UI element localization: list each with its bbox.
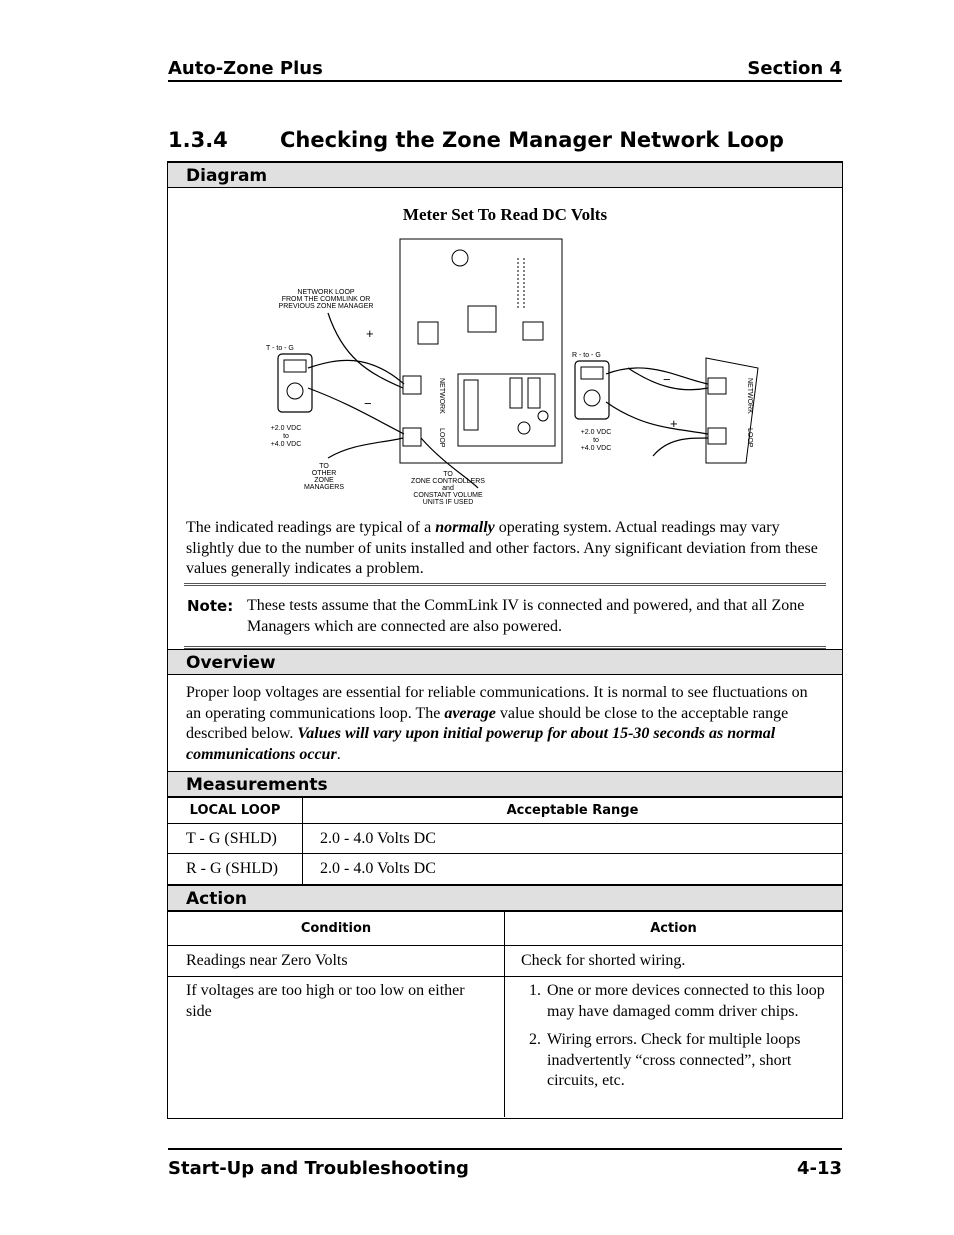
network-loop-from-line2: FROM THE COMMLINK OR [281, 296, 371, 303]
note-text: These tests assume that the CommLink IV is connected and powered, and that all Zone Managers which are connected are also powered. [247, 597, 805, 635]
probe-wire [606, 402, 708, 434]
diagram-heading: Diagram [186, 166, 268, 186]
probe-wire [308, 388, 404, 434]
reading-left-line2: to [283, 433, 289, 440]
minus-sign: − [663, 372, 671, 387]
loop-wire [653, 438, 708, 456]
diagram-heading-bar [168, 162, 842, 188]
section-title-text: Checking the Zone Manager Network Loop [280, 128, 784, 152]
procedure-frame [167, 161, 843, 1119]
list-item: 1. One or more devices connected to this loop may have damaged comm driver chips. [545, 981, 826, 1022]
to-other-line1: TO [319, 463, 329, 470]
to-zone-line5: UNITS IF USED [422, 499, 474, 506]
table-row: R - G (SHLD) 2.0 - 4.0 Volts DC [168, 854, 842, 885]
page-footer [168, 1148, 842, 1179]
overview-heading: Overview [186, 653, 276, 673]
overview-heading-bar [168, 649, 842, 675]
col-action: Action [505, 912, 843, 946]
emphasis-normally: normally [435, 519, 495, 536]
to-zone-line1: TO [443, 471, 453, 478]
action-heading-bar [168, 885, 842, 911]
measurements-heading: Measurements [186, 775, 328, 795]
zone-manager-board [400, 239, 562, 463]
to-other-line3: ZONE [314, 477, 334, 484]
overview-paragraph: Proper loop voltages are essential for reliable communications. It is normal to see fluctuations on an operating communications loop. The average value should be close to the acceptable range described below. Values will vary upon initial powerup for about 15-30 seconds as normal communications occur. [186, 684, 808, 763]
probe-wire [606, 368, 708, 384]
measurements-heading-bar [168, 771, 842, 797]
probe-wire [308, 360, 404, 384]
reading-left-line3: +4.0 VDC [270, 441, 302, 448]
reading-right-line2: to [593, 437, 599, 444]
minus-sign: − [364, 396, 372, 411]
table-row: If voltages are too high or too low on either side 1. One or more devices connected to this loop may have damaged comm driver chips. 2. Wiring errors. Check for multiple loops inadvertently “cross connected”, short circuits, etc. [168, 977, 842, 1117]
to-zone-line3: and [442, 485, 454, 492]
footer-chapter: Start-Up and Troubleshooting [168, 1158, 469, 1179]
plus-sign: + [366, 326, 374, 341]
r-to-g-label: R - to - G [572, 352, 601, 359]
to-other-line2: OTHER [311, 470, 337, 477]
table-row: Readings near Zero Volts Check for shorted wiring. [168, 946, 842, 977]
to-zone-line2: ZONE CONTROLLERS [411, 478, 485, 485]
plus-sign: + [670, 416, 678, 431]
header-product: Auto-Zone Plus [168, 58, 323, 79]
table-row: T - G (SHLD) 2.0 - 4.0 Volts DC [168, 824, 842, 854]
loop-wire [328, 438, 403, 458]
to-zone-line4: CONSTANT VOLUME [413, 492, 483, 499]
action-steps [505, 981, 826, 1092]
page-number: 4-13 [796, 1158, 842, 1179]
page-header [168, 58, 842, 82]
header-section: Section 4 [747, 58, 842, 79]
loop-label: LOOP [746, 428, 753, 448]
network-loop-from-line3: PREVIOUS ZONE MANAGER [278, 303, 374, 310]
note-label: Note: [187, 597, 234, 615]
to-other-line4: MANAGERS [303, 484, 345, 491]
loop-label: LOOP [438, 428, 445, 448]
col-condition: Condition [168, 912, 505, 946]
network-label: NETWORK [746, 378, 753, 414]
wiring-diagram-svg [168, 188, 842, 518]
reading-right-line1: +2.0 VDC [580, 429, 612, 436]
section-number: 1.3.4 [168, 128, 228, 152]
section-title [168, 128, 784, 152]
loop-wire [328, 313, 403, 388]
note-box [184, 583, 826, 649]
network-loop-from-line1: NETWORK LOOP [297, 289, 355, 296]
action-heading: Action [186, 889, 247, 909]
reading-right-line3: +4.0 VDC [580, 445, 612, 452]
col-acceptable-range: Acceptable Range [303, 798, 843, 824]
wiring-diagram [168, 188, 842, 635]
action-header-row [168, 912, 842, 946]
measurements-header-row [168, 798, 842, 824]
network-label: NETWORK [438, 378, 445, 414]
list-item: 2. Wiring errors. Check for multiple loops inadvertently “cross connected”, short circuits, etc. [545, 1030, 826, 1092]
col-local-loop: LOCAL LOOP [168, 798, 303, 824]
action-table [168, 911, 842, 1117]
reading-left-line1: +2.0 VDC [270, 425, 302, 432]
t-to-g-label: T - to - G [266, 345, 294, 352]
measurements-table [168, 797, 842, 885]
diagram-paragraph: The indicated readings are typical of a normally operating system. Actual readings may vary slightly due to the number of units installed and other factors. Any significant deviation from these values generally indicates a problem. [186, 519, 818, 577]
diagram-title: Meter Set To Read DC Volts [402, 205, 608, 224]
